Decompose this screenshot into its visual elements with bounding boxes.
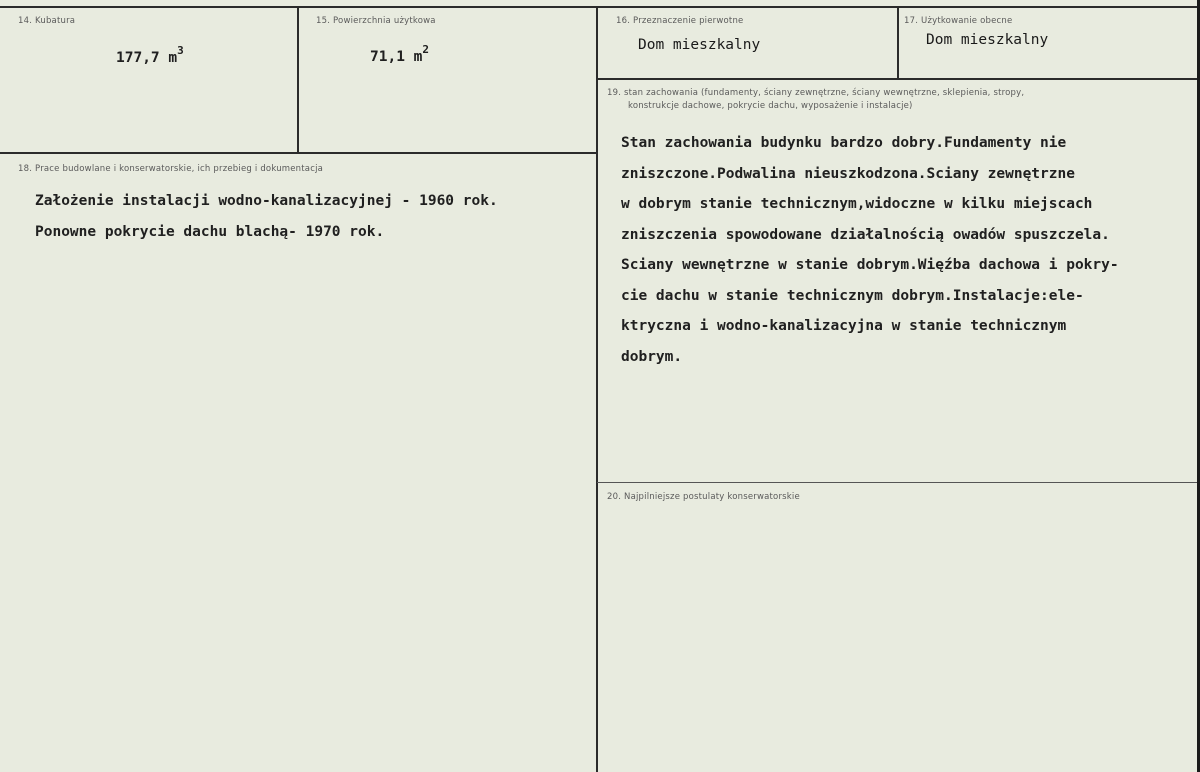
field-19-line-4: zniszczenia spowodowane działalnością owadów spuszczela.	[621, 226, 1110, 243]
field-19-line-8: dobrym.	[621, 348, 683, 365]
field-19-line-6: cie dachu w stanie technicznym dobrym.Instalacje:ele-	[621, 287, 1084, 304]
field-16-label: 16. Przeznaczenie pierwotne	[616, 16, 744, 26]
field-18-text	[35, 186, 498, 247]
field-19-line-2: zniszczone.Podwalina nieuszkodzona.Sciany zewnętrzne	[621, 165, 1075, 182]
divider-h-right-mid	[597, 482, 1197, 483]
field-19-line-7: ktryczna i wodno-kanalizacyjna w stanie technicznym	[621, 318, 1067, 334]
field-19-label-line-1: 19. stan zachowania (fundamenty, ściany zewnętrzne, ściany wewnętrzne, sklepienia, stropy,	[607, 88, 1025, 98]
divider-v-298	[297, 8, 299, 153]
area-value: 71,1 m	[370, 48, 423, 65]
field-14-label: 14. Kubatura	[18, 16, 76, 26]
area-unit-exponent: 2	[422, 43, 430, 56]
divider-top	[0, 6, 1200, 8]
field-17-label: 17. Użytkowanie obecne	[904, 16, 1013, 26]
field-19-line-3: w dobrym stanie technicznym,widoczne w kilku miejscach	[621, 196, 1093, 212]
divider-h-left	[0, 152, 597, 154]
kubatura-value: 177,7 m	[116, 49, 178, 66]
divider-h-right-top	[597, 78, 1197, 80]
field-15-label: 15. Powierzchnia użytkowa	[316, 16, 436, 26]
field-18-line-1: Założenie instalacji wodno-kanalizacyjnej - 1960 rok.	[35, 193, 498, 209]
kubatura-unit-exponent: 3	[177, 44, 184, 57]
field-18-label: 18. Prace budowlane i konserwatorskie, ich przebieg i dokumentacja	[18, 164, 324, 174]
field-20-label: 20. Najpilniejsze postulaty konserwatorskie	[607, 492, 800, 502]
field-16-value: Dom mieszkalny	[638, 37, 761, 53]
field-19-line-5: Sciany wewnętrzne w stanie dobrym.Więźba dachowa i pokry-	[621, 257, 1119, 273]
divider-v-597	[596, 8, 598, 772]
field-19-label-line-2: konstrukcje dachowe, pokrycie dachu, wyposażenie i instalacje)	[628, 101, 913, 111]
field-15-value	[370, 45, 429, 65]
divider-v-898	[897, 8, 899, 78]
field-18-line-2: Ponowne pokrycie dachu blachą- 1970 rok.	[35, 223, 385, 240]
field-17-value: Dom mieszkalny	[926, 32, 1049, 48]
field-19-text	[621, 128, 1119, 372]
field-19-line-1: Stan zachowania budynku bardzo dobry.Fundamenty nie	[621, 135, 1067, 151]
field-14-value	[116, 46, 184, 66]
